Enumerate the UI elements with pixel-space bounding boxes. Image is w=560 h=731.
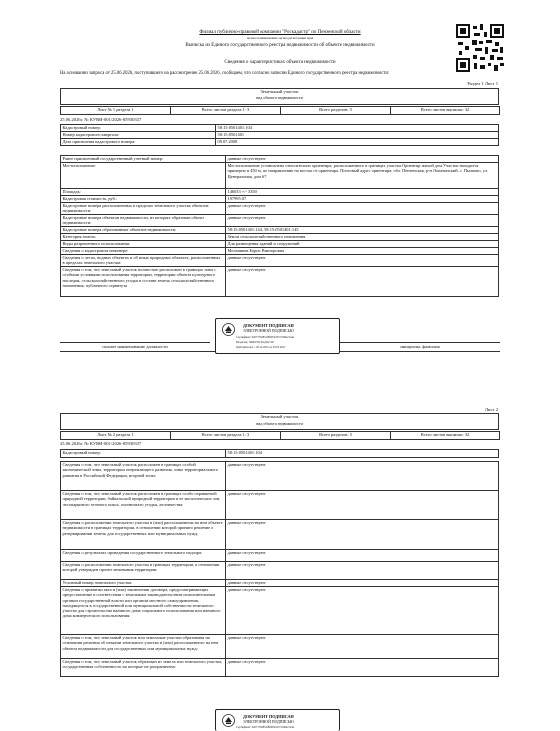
cadastral-number-table-2 <box>60 449 499 458</box>
field-value: данные отсутствуют <box>226 562 499 580</box>
field-value: данные отсутствуют <box>226 215 499 227</box>
stamp-validity: Действителен: с 28.12.2025 по 03.03.2027 <box>236 346 286 349</box>
field-label: Сведения о расположении земельного участка в границах территории, в отношении которой утвержден проект межевания территории: <box>61 562 226 580</box>
field-label: Кадастровый номер: <box>61 450 226 458</box>
stamp-owner: Владелец: ППК РОСКАДАСТР <box>236 341 274 344</box>
signature-name-caption: инициалы, фамилия <box>400 344 440 349</box>
date-number-2: 25.06.2026г. № КУВИ-001/2026-85930337 <box>60 441 142 446</box>
electronic-signature-stamp <box>215 318 340 354</box>
field-value: Мельников Борис Викторович <box>226 248 499 255</box>
field-label: Кадастровые номера объектов недвижимости, из которых образован объект недвижимости: <box>61 215 226 227</box>
total-sheets-extract-2: Всего листов выписки: 32 <box>391 432 500 440</box>
date-number: 25.06.2026г. № КУВИ-001/2026-85930337 <box>60 117 142 122</box>
field-value: данные отсутствуют <box>226 267 499 297</box>
field-value: 58:15:0501401:104 <box>216 125 499 132</box>
field-value: данные отсутствуют <box>226 580 499 587</box>
field-label: Кадастровая стоимость, руб.: <box>61 196 226 203</box>
field-label: Сведения о том, что земельный участок образован из земель или земельного участка, государственная собственность на которые не разграничена: <box>61 659 226 677</box>
field-label: Кадастровые номера расположенных в пределах земельного участка объектов недвижимости: <box>61 203 226 215</box>
field-value: данные отсутствуют <box>226 156 499 163</box>
org-name-caption: полное наименование органа регистрации прав <box>246 36 314 40</box>
characteristics-table <box>60 155 499 297</box>
field-label: Местоположение: <box>61 163 226 189</box>
field-label: Сведения о лесах, водных объектах и об иных природных объектах, расположенных в пределах земельного участка: <box>61 255 226 267</box>
signature-position-caption: полное наименование должности <box>102 344 168 349</box>
signature-line-left <box>60 342 210 343</box>
qr-code-icon <box>456 24 504 72</box>
electronic-signature-stamp-2 <box>215 709 340 731</box>
field-label: Номер кадастрового квартала: <box>61 132 216 139</box>
object-type-2: Земельный участок <box>260 414 299 419</box>
total-sections-2: Всего разделов: 5 <box>281 432 391 440</box>
stamp-title-2: ДОКУМЕНТ ПОДПИСАН <box>243 714 294 719</box>
field-value: данные отсутствуют <box>226 659 499 677</box>
sheet-info-row <box>60 106 500 115</box>
field-value: Земли сельскохозяйственного назначения <box>226 234 499 241</box>
field-value: 09.07.2008 <box>216 139 499 146</box>
total-sheets-section-2: Всего листов раздела 1: 3 <box>171 432 281 440</box>
total-sections: Всего разделов: 5 <box>281 107 391 115</box>
stamp-subtitle: ЭЛЕКТРОННОЙ ПОДПИСЬЮ <box>243 329 294 333</box>
field-value: данные отсутствуют <box>226 587 499 635</box>
field-label: Виды разрешенного использования: <box>61 241 226 248</box>
field-label: Сведения о результатах проведения государственного земельного надзора: <box>61 550 226 562</box>
field-label: Ранее присвоенный государственный учетный номер: <box>61 156 226 163</box>
stamp-certificate: Сертификат: 0267376d85ef8f8d3fd35718d6ec5e4e <box>236 336 295 339</box>
field-label: Категория земель: <box>61 234 226 241</box>
field-label: Площадь: <box>61 189 226 196</box>
sheet-2-label: Лист 2 <box>484 407 498 412</box>
sheet-info-row-2 <box>60 431 500 440</box>
signature-line-right <box>340 342 500 343</box>
field-value: данные отсутствуют <box>226 203 499 215</box>
field-label: Сведения о кадастровом инженере: <box>61 248 226 255</box>
field-value: данные отсутствуют <box>226 255 499 267</box>
field-label: Сведения о принятии акта и (или) заключении договора, предусматривающих предоставление в соответствии с земельным законодательством исполнительным органом государственной власти или органом местного самоуправления, находящегося в государственной или муниципальной собственности земельного участка для строительства наемного дома социального использования или наемного дома коммерческого использования: <box>61 587 226 635</box>
field-label: Сведения о том, что земельный участок расположен в границах особой экономической зоны, территории опережающего развития, зоны территориального развития в Российской Федерации, игорной зоны: <box>61 462 226 491</box>
field-value: 197995.07 <box>226 196 499 203</box>
total-sheets-section: Всего листов раздела 1: 3 <box>171 107 281 115</box>
field-label: Сведения о расположении земельного участка в (или) расположенном на нем объекте недвижимости в границах территории, в отношении которой принято решение о резервировании земель для государственных или муниципальных нужд: <box>61 520 226 550</box>
field-value: 58:15:0501401 <box>216 132 499 139</box>
field-value: данные отсутствуют <box>226 462 499 491</box>
org-name: Филиал публично-правовой компании "Роскадастр" по Пензенской области <box>199 30 361 35</box>
field-value: Для размещения зданий и сооружений <box>226 241 499 248</box>
sheet-2 <box>0 395 560 729</box>
razdel-label: Раздел 1 Лист 1 <box>467 81 498 86</box>
field-label: Сведения о том, что земельный участок полностью расположен в границах зоны с особыми условиями использования территории, территории объекта культурного наследия, сельскохозяйственного угодья в составе земель сельскохозяйственного назначения, публичного сервитута <box>61 267 226 297</box>
object-type-caption-2: вид объекта недвижимости <box>256 421 303 426</box>
emblem-icon <box>222 323 235 336</box>
stamp-subtitle-2: ЭЛЕКТРОННОЙ ПОДПИСЬЮ <box>243 720 294 724</box>
object-type-caption: вид объекта недвижимости <box>256 95 303 100</box>
object-type: Земельный участок <box>260 89 299 94</box>
field-value: данные отсутствуют <box>226 491 499 520</box>
emblem-icon <box>222 714 235 727</box>
sheet-number-2: Лист № 2 раздела 1 <box>61 432 171 440</box>
field-value: 58:15:0501401:144, 58:15:0501401:145 <box>226 227 499 234</box>
field-value: 58:15:0501401:104 <box>226 450 499 458</box>
field-value: данные отсутствуют <box>226 635 499 659</box>
characteristics-table-2 <box>60 461 499 677</box>
field-label: Кадастровые номера образованных объектов недвижимости: <box>61 227 226 234</box>
stamp-title: ДОКУМЕНТ ПОДПИСАН <box>243 323 294 328</box>
field-label: Дата присвоения кадастрового номера: <box>61 139 216 146</box>
sheet-number: Лист № 1 раздела 1 <box>61 107 171 115</box>
stamp-certificate-2: Сертификат: 0267376d85ef8f8d3fd35718d6ec5e4e <box>236 726 295 729</box>
request-line: На основании запроса от 25.06.2026, поступившего на рассмотрение 25.06.2026, сообщаем, что согласно записям Единого государственного реестра недвижимости: <box>60 71 390 76</box>
field-value: данные отсутствуют <box>226 550 499 562</box>
field-value: данные отсутствуют <box>226 520 499 550</box>
total-sheets-extract: Всего листов выписки: 32 <box>391 107 500 115</box>
field-label: Условный номер земельного участка: <box>61 580 226 587</box>
cadastral-info-table <box>60 124 499 146</box>
field-label: Сведения о том, что земельный участок или земельные участки образованы на основании решения об изъятии земельного участка и (или) расположенного на нем объекта недвижимости для государственных или муниципальных нужд: <box>61 635 226 659</box>
extract-title: Выписка из Единого государственного реестра недвижимости об объекте недвижимости <box>185 43 375 48</box>
field-label: Сведения о том, что земельный участок расположен в границах особо охраняемой природной территории, байкальской природной территории и ее экологических зон, лесопаркового зеленого пояса, охотничьего угодья, лесничества: <box>61 491 226 520</box>
section-title: Сведения о характеристиках объекта недвижимости <box>224 60 336 65</box>
field-label: Кадастровый номер: <box>61 125 216 132</box>
field-value: Местоположение установлено относительно ориентира, расположенного в границах участка.Ориентир жилой дом.Участок находится примерно в 450 м, по направлению на восток от ориентира. Почтовый адрес ориентира: обл. Пензенская, р-н Лопатинский, с. Пылково, ул. Центральная, дом 67 <box>226 163 499 189</box>
field-value: 146033 +/- 3350 <box>226 189 499 196</box>
